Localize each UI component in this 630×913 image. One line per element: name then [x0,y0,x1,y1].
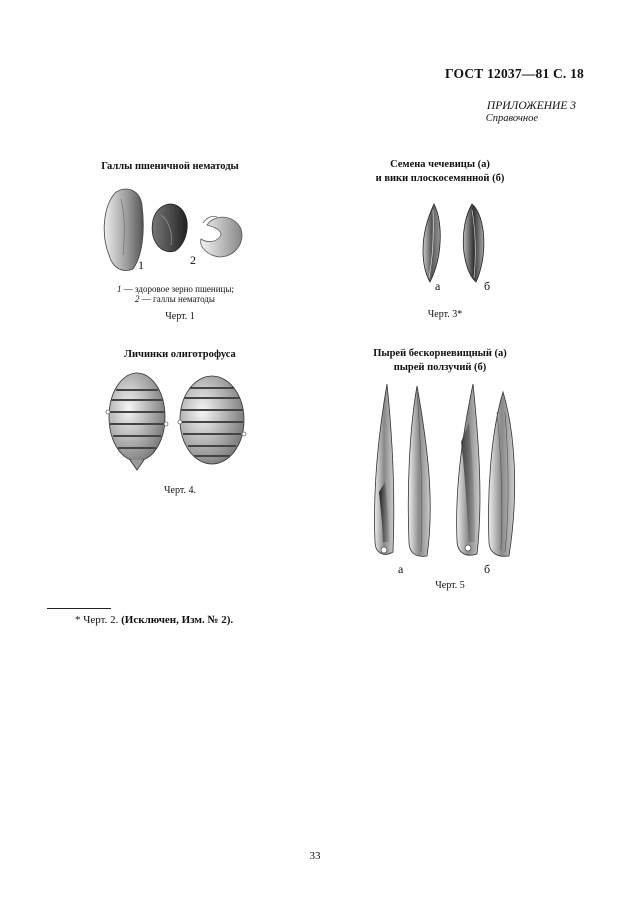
fig5-illustration [365,382,525,562]
fig3-caption: Черт. 3* [427,309,463,320]
fig3-title-line-1: Семена чечевицы (а) [390,159,490,170]
page-number: 33 [309,850,321,862]
fig5-caption: Черт. 5 [435,580,465,591]
fig3-label-a: а [435,279,441,293]
annex-title: ПРИЛОЖЕНИЕ 3 [486,100,576,112]
fig5-title-line-1: Пырей бескорневищный (а) [373,348,507,359]
footnote [75,614,233,626]
fig1-caption: Черт. 1 [165,311,195,322]
larva-shape-right [180,376,244,464]
footnote-separator [47,608,111,609]
annex-note: Справочное [485,113,538,124]
fig3-label-b: б [484,279,491,293]
fig1-legend-2-number: 2 [135,294,140,304]
fig3-title-line-2: и вики плоскосемянной (б) [375,173,505,184]
fig5-label-a: а [398,562,404,576]
wheatgrass-grain-a2 [408,386,430,556]
fig3-illustration [400,198,500,288]
fig1-legend-line-2 [135,294,215,305]
fig1-legend-2-text: — галлы нематоды [139,294,215,304]
fig5-title-line-2: пырей ползучий (б) [393,362,487,373]
document-standard-header: ГОСТ 12037—81 С. 18 [445,66,584,81]
fig5-label-b: б [484,562,491,576]
fig1-legend-1-text: — здоровое зерно пшеницы; [121,284,234,294]
fig1-title: Галлы пшеничной нематоды [101,161,239,172]
footnote-text: (Исключен, Изм. № 2). [121,614,234,626]
fig4-caption: Черт. 4. [164,485,196,496]
fig1-illustration [95,185,255,275]
fig1-label-1: 1 [138,258,144,272]
fig1-legend-1-number: 1 [117,284,122,294]
vetch-seed-shape [463,204,484,282]
fig4-illustration [102,370,252,475]
fig1-label-2: 2 [190,253,196,267]
lentil-seed-shape [423,204,440,282]
footnote-marker: * Черт. 2. [75,614,122,626]
fig4-title: Личинки олиготрофуса [124,349,236,360]
